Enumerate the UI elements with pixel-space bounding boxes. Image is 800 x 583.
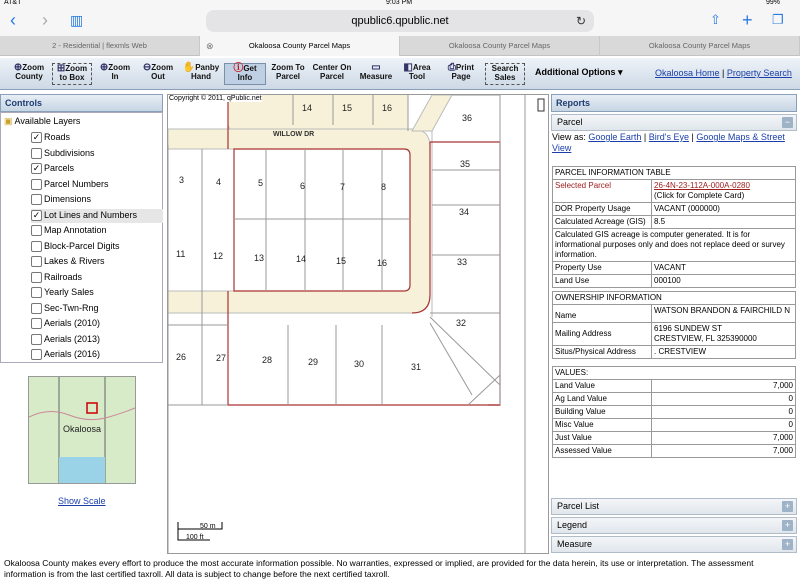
zoom-out-button[interactable]: ⊖Zoom Out — [142, 62, 174, 81]
layer-yearly-sales[interactable] — [31, 286, 163, 300]
lot-label: 16 — [377, 258, 388, 268]
value-amount: 0 — [652, 419, 796, 432]
layer-aerials-2013-[interactable] — [31, 333, 163, 347]
complete-card-note: (Click for Complete Card) — [654, 191, 745, 200]
expand-icon: + — [782, 520, 793, 531]
parcel-map[interactable] — [167, 94, 549, 554]
overview-map[interactable] — [28, 376, 136, 484]
layer-checkbox[interactable] — [31, 256, 42, 267]
value-amount: 0 — [652, 393, 796, 406]
layer-lot-lines-and-numbers[interactable] — [31, 209, 163, 223]
search-sales-button[interactable]: Search Sales — [485, 63, 525, 85]
value-row — [553, 432, 796, 445]
lot-label: 8 — [381, 182, 387, 192]
scale-feet: 100 ft — [186, 534, 204, 541]
ownership-title: OWNERSHIP INFORMATION — [553, 292, 796, 305]
layer-checkbox[interactable] — [31, 241, 42, 252]
mailing-address-line1: 6196 SUNDEW ST — [654, 324, 723, 333]
folder-icon: ▣ — [4, 116, 13, 126]
additional-options-menu[interactable]: Additional Options ▾ — [535, 67, 623, 77]
lot-label: 12 — [213, 251, 224, 261]
layer-label: Aerials (2013) — [44, 333, 101, 344]
browser-toolbar — [0, 8, 800, 36]
value-row — [553, 393, 796, 406]
available-layers-node[interactable]: ▣ Available Layers — [4, 116, 81, 126]
value-row — [553, 419, 796, 432]
hand-icon: ✋ — [182, 62, 196, 73]
lot-label: 26 — [176, 352, 187, 362]
scale-meters: 50 m — [200, 523, 216, 530]
measure-button[interactable]: ▭ Measure — [359, 62, 393, 81]
zoom-out-icon: ⊖ — [142, 62, 152, 73]
acreage-label: Calculated Acreage (GIS) — [553, 216, 652, 229]
layer-roads[interactable] — [31, 131, 163, 145]
tabs-icon[interactable]: ❐ — [772, 12, 784, 27]
layer-label: Map Annotation — [44, 225, 107, 235]
area-icon: ◧ — [403, 62, 413, 73]
zoom-county-icon: ⊕ — [13, 62, 23, 73]
layer-label: Parcel Numbers — [44, 178, 109, 189]
value-amount: 7,000 — [652, 380, 796, 393]
center-on-parcel-button[interactable]: Center On Parcel — [312, 63, 352, 81]
zoom-box-icon: ⊞ — [56, 63, 66, 74]
layer-label: Lakes & Rivers — [44, 256, 105, 266]
situs-label: Situs/Physical Address — [553, 346, 652, 359]
lot-label: 4 — [216, 177, 222, 187]
lot-label: 28 — [262, 355, 273, 365]
tab-parcel-maps-3[interactable]: Okaloosa County Parcel Maps — [600, 36, 800, 56]
map-drawing — [168, 95, 549, 554]
bookmarks-icon[interactable]: ▥ — [70, 12, 84, 28]
table-title: PARCEL INFORMATION TABLE — [553, 167, 796, 180]
dor-value: VACANT (000000) — [652, 203, 796, 216]
back-icon[interactable]: ‹ — [10, 10, 16, 30]
land-use-label: Land Use — [553, 275, 652, 288]
value-label: Assessed Value — [553, 445, 652, 458]
lot-label: 11 — [176, 249, 186, 259]
value-label: Land Value — [553, 380, 652, 393]
property-use-label: Property Use — [553, 262, 652, 275]
layer-label: Railroads — [44, 271, 83, 282]
layer-label: Subdivisions — [44, 147, 95, 158]
clock: 9:03 PM — [386, 0, 413, 6]
lot-label: 36 — [462, 113, 473, 123]
layer-checkbox[interactable] — [31, 318, 42, 329]
lot-label: 14 — [296, 254, 307, 264]
layer-checkbox[interactable] — [31, 349, 42, 360]
layer-label: Dimensions — [44, 194, 92, 204]
okaloosa-home-link[interactable]: Okaloosa Home — [655, 68, 720, 78]
parcel-section-header[interactable]: Parcel − — [551, 114, 797, 131]
lot-label: 3 — [179, 175, 185, 185]
value-amount: 0 — [652, 406, 796, 419]
lot-label: 6 — [300, 181, 306, 191]
header-links: Okaloosa Home | Property Search — [655, 68, 792, 78]
share-icon[interactable]: ⇧ — [710, 12, 721, 27]
value-amount: 7,000 — [652, 432, 796, 445]
google-earth-link[interactable]: Google Earth — [588, 132, 642, 142]
layer-label: Aerials (2016) — [44, 349, 101, 359]
layer-checkbox[interactable] — [31, 225, 42, 236]
layer-checkbox[interactable] — [31, 148, 42, 159]
layer-label: Yearly Sales — [44, 287, 94, 297]
scale-bar-graphic — [176, 520, 226, 542]
layer-checkbox[interactable] — [31, 272, 42, 283]
lot-label: 7 — [340, 182, 346, 192]
value-row — [553, 406, 796, 419]
layer-subdivisions[interactable] — [31, 147, 163, 161]
google-maps-link[interactable]: Google Maps & Street View — [552, 132, 785, 153]
layer-railroads[interactable] — [31, 271, 163, 285]
owner-name-value: WATSON BRANDON & FAIRCHILD N — [652, 305, 796, 323]
layer-label: Roads — [44, 132, 71, 142]
selected-parcel-link[interactable]: 26-4N-23-112A-000A-0280 — [654, 181, 750, 190]
lot-label: 34 — [459, 207, 470, 217]
lot-label: 33 — [457, 257, 468, 267]
area-tool-button[interactable]: ◧Area Tool — [403, 62, 431, 81]
selected-parcel-label: Selected Parcel — [553, 180, 652, 203]
layer-label: Sec-Twn-Rng — [44, 302, 99, 313]
lot-label: 27 — [216, 353, 227, 363]
layer-block-parcel-digits[interactable] — [31, 240, 163, 254]
layer-checkbox[interactable] — [31, 303, 42, 314]
overview-label: Okaloosa — [63, 424, 102, 434]
value-label: Just Value — [553, 432, 652, 445]
map-copyright: Copyright © 2011, qPublic.net — [169, 95, 262, 102]
value-label: Misc Value — [553, 419, 652, 432]
printer-icon: ⎙ — [447, 62, 456, 73]
values-title: VALUES: — [553, 367, 796, 380]
parcel-information-table — [552, 166, 796, 458]
property-use-value: VACANT — [652, 262, 796, 275]
layer-checkbox[interactable] — [31, 194, 42, 205]
dor-label: DOR Property Usage — [553, 203, 652, 216]
print-page-button[interactable]: ⎙Print Page — [447, 62, 475, 81]
battery: 99% — [765, 0, 780, 6]
lot-label: 31 — [411, 362, 422, 372]
zoom-in-icon: ⊕ — [99, 62, 109, 73]
lot-label: 13 — [254, 253, 265, 263]
layer-dimensions[interactable] — [31, 193, 163, 207]
lot-label: 16 — [382, 103, 393, 113]
expand-icon: + — [782, 501, 793, 512]
zoom-to-box-button[interactable]: ⊞Zoom to Box — [52, 63, 92, 85]
new-tab-icon[interactable]: + — [742, 10, 753, 30]
show-scale-link[interactable]: Show Scale — [58, 496, 106, 506]
layer-map-annotation[interactable] — [31, 224, 163, 238]
layer-parcel-numbers[interactable] — [31, 178, 163, 192]
expand-icon: + — [782, 539, 793, 550]
layer-label: Lot Lines and Numbers — [44, 209, 138, 220]
disclaimer-footer: Okaloosa County makes every effort to produce the most accurate information possible. No warranties, expressed or implied, are provided for the data herein, its use or interpretation. The assessment information is from the last certified taxroll. All data is subject to change before the next certified taxroll. — [0, 557, 800, 583]
info-icon: ⓘ — [233, 63, 244, 74]
overview-map-drawing — [29, 377, 136, 484]
birds-eye-link[interactable]: Bird's Eye — [648, 132, 689, 142]
layer-checkbox[interactable] — [31, 287, 42, 298]
zoom-county-button[interactable]: ⊕Zoom County — [13, 62, 45, 81]
property-search-link[interactable]: Property Search — [726, 68, 792, 78]
mailing-address-line2: CRESTVIEW, FL 325390000 — [654, 334, 757, 343]
layer-lakes-rivers[interactable] — [31, 255, 163, 269]
layer-checkbox[interactable] — [31, 334, 42, 345]
layer-aerials-2016-[interactable] — [31, 348, 163, 362]
parcel-list-section[interactable]: Parcel List + — [551, 498, 797, 515]
value-label: Building Value — [553, 406, 652, 419]
street-label: WILLOW DR — [273, 131, 315, 138]
forward-icon[interactable]: › — [42, 10, 48, 30]
lot-label: 30 — [354, 359, 365, 369]
value-row — [553, 380, 796, 393]
scale-bar — [176, 520, 226, 544]
get-info-button[interactable]: ⓘGet Info — [224, 63, 266, 85]
tab-parcel-maps-active[interactable]: ⊗ Okaloosa County Parcel Maps — [200, 36, 400, 56]
legend-section[interactable]: Legend + — [551, 517, 797, 534]
situs-value: . CRESTVIEW — [652, 346, 796, 359]
layer-sec-twn-rng[interactable] — [31, 302, 163, 316]
view-as-links: View as: Google Earth | Bird's Eye | Google Maps & Street View — [552, 132, 785, 153]
reports-header: Reports — [551, 94, 797, 112]
controls-header: Controls — [0, 94, 163, 112]
collapse-icon: − — [782, 117, 793, 128]
value-amount: 7,000 — [652, 445, 796, 458]
close-icon[interactable]: ⊗ — [206, 41, 214, 51]
layer-checkbox[interactable]: ✓ — [32, 209, 41, 220]
zoom-in-button[interactable]: ⊕Zoom In — [99, 62, 131, 81]
layers-panel — [0, 112, 163, 363]
tab-flexmls[interactable]: 2 - Residential | flexmls Web — [0, 36, 200, 56]
lot-label: 32 — [456, 318, 467, 328]
lot-label: 14 — [302, 103, 313, 113]
value-row — [553, 445, 796, 458]
land-use-value: 000100 — [652, 275, 796, 288]
layer-parcels[interactable] — [31, 162, 163, 176]
pan-by-hand-button[interactable]: ✋Panby Hand — [182, 62, 220, 81]
layer-label: Parcels — [44, 163, 75, 173]
tab-strip — [0, 36, 800, 56]
acreage-value: 8.5 — [652, 216, 796, 229]
layer-aerials-2010-[interactable] — [31, 317, 163, 331]
ios-status-bar — [0, 0, 800, 8]
address-bar[interactable] — [206, 10, 594, 32]
layer-checkbox[interactable]: ✓ — [32, 132, 41, 143]
acreage-note: Calculated GIS acreage is computer generated. It is for informational purposes only and does not replace deed or survey information. — [553, 229, 796, 262]
measure-section[interactable]: Measure + — [551, 536, 797, 553]
map-toolbar — [0, 58, 800, 90]
layer-label: Aerials (2010) — [44, 318, 101, 328]
layer-label: Block-Parcel Digits — [44, 240, 120, 251]
lot-label: 29 — [308, 357, 319, 367]
zoom-to-parcel-button[interactable]: Zoom To Parcel — [271, 63, 305, 81]
carrier: AT&T — [4, 0, 22, 6]
layer-checkbox[interactable] — [31, 179, 42, 190]
value-label: Ag Land Value — [553, 393, 652, 406]
ruler-icon: ▭ — [371, 62, 381, 73]
lot-label: 5 — [258, 178, 264, 188]
layer-checkbox[interactable]: ✓ — [32, 163, 41, 174]
lot-label: 35 — [460, 159, 471, 169]
owner-name-label: Name — [553, 305, 652, 323]
lot-label: 15 — [336, 256, 347, 266]
tab-parcel-maps-2[interactable]: Okaloosa County Parcel Maps — [400, 36, 600, 56]
mailing-address-label: Mailing Address — [553, 323, 652, 346]
reload-icon[interactable]: ↻ — [575, 14, 586, 28]
lot-label: 15 — [342, 103, 353, 113]
map-scrollbar[interactable] — [538, 99, 544, 111]
url-text: qpublic6.qpublic.net — [351, 15, 449, 27]
